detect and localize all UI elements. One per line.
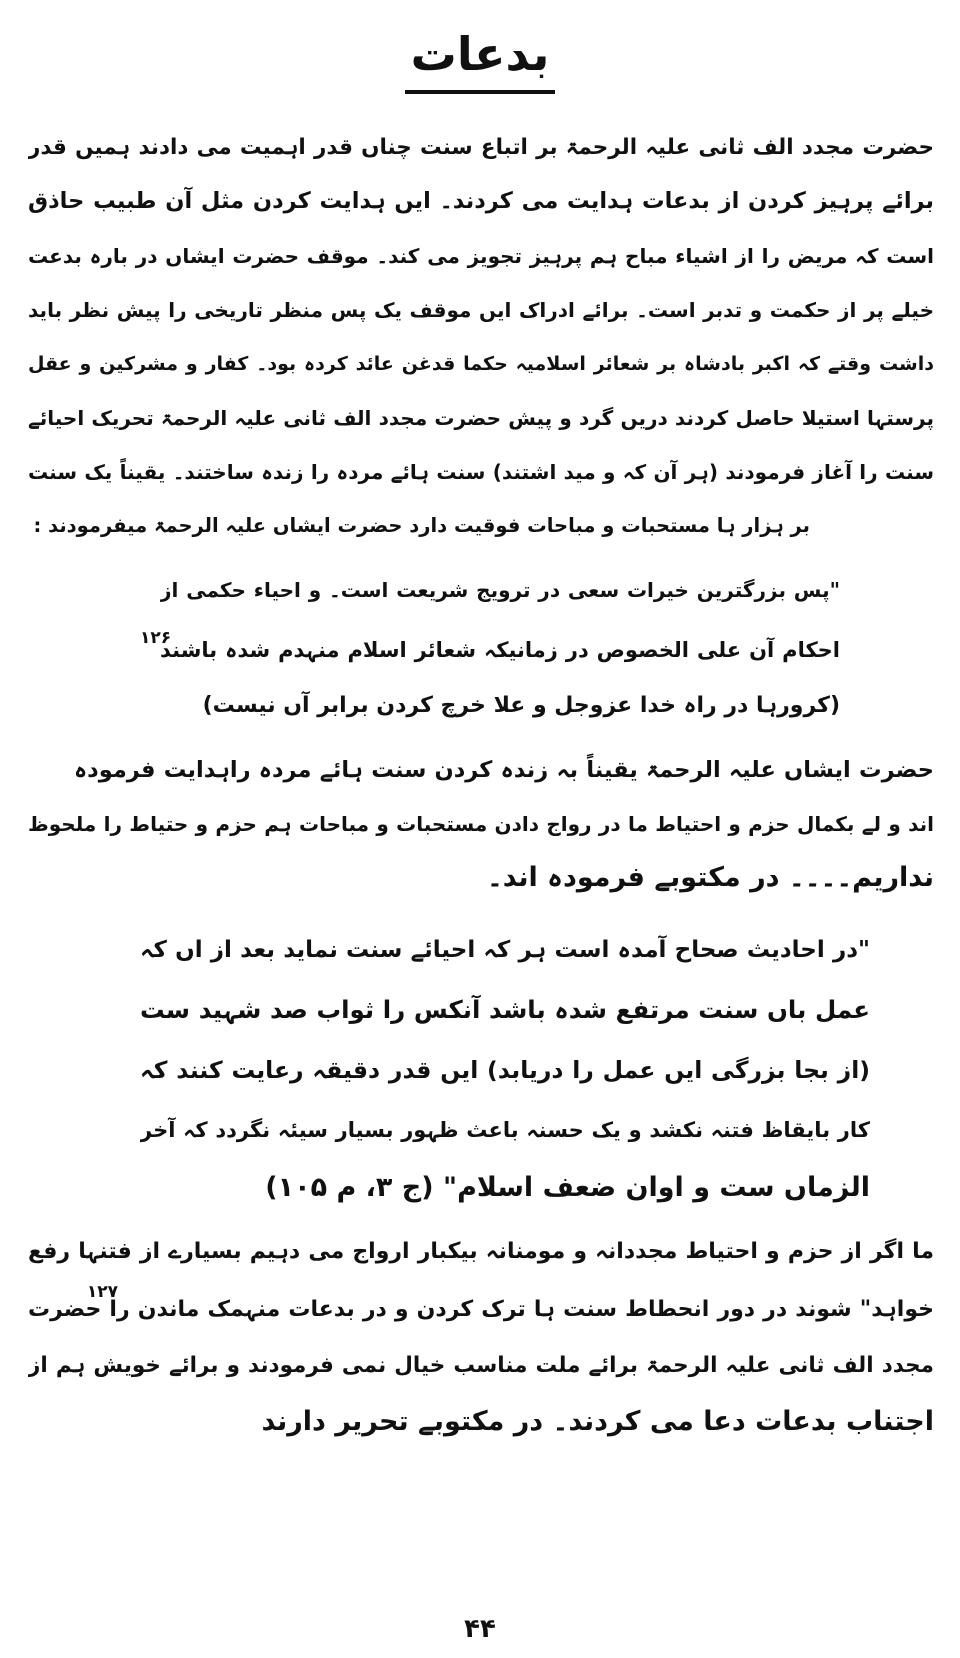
quote2-line-3: (از بجا بزرگی ایں عمل را دریابد) ایں قدر دقیقہ رعایت کنند کہ [140,1056,870,1084]
paragraph1-line-8: بر ہزار ہا مستحبات و مباحات فوقیت دارد حضرت ایشاں علیہ الرحمۃ میفرمودند : [33,514,810,537]
quote2-line-5: الزماں ست و اوان ضعف اسلام" (ج ۳، م ۱۰۵) [265,1172,870,1203]
paragraph1-line-5: داشت وقتے کہ اکبر بادشاہ بر شعائر اسلامیہ حکما قدغن عائد کردہ بود۔ کفار و مشرکین و عقل [28,353,934,375]
paragraph2-line-2: اند و لے بکمال حزم و احتیاط ما در رواج دادن مستحبات و مباحات ہم حزم و حتیاط را ملحوظ [28,812,934,836]
page-title [0,22,960,94]
paragraph2-line-1: حضرت ایشاں علیہ الرحمۃ یقیناً بہ زندہ کردن سنت ہائے مردہ راہدایت فرمودہ [74,757,934,783]
paragraph1-line-1: حضرت مجدد الف ثانی علیہ الرحمۃ بر اتباع سنت چناں قدر اہمیت می دادند ہمیں قدر [28,135,934,160]
paragraph1-line-3: است کہ مریض را از اشیاء مباح ہم پرہیز تجویز می کند۔ موقف حضرت ایشاں در بارہ بدعت [28,244,934,268]
paragraph3-line-3: مجدد الف ثانی علیہ الرحمۃ برائے ملت مناسب خیال نمی فرمودند و برائے خویش ہم از [28,1353,934,1378]
footnote-marker-126: ۱۲۶ [140,628,172,648]
quote2-line-1: "در احادیث صحاح آمدہ است ہر کہ احیائے سنت نماید بعد از اں کہ [140,937,870,963]
title-text: بدعات [405,22,556,94]
paragraph1-line-4: خیلے پر از حکمت و تدبر است۔ برائے ادراک ایں موقف یک پس منظر تاریخی را پیش نظر باید [28,298,934,322]
paragraph3-line-1: ما اگر از حزم و احتیاط مجددانہ و مومنانہ بیکبار ارواج می دہیم بسیارے از فتنہا رفع [28,1239,934,1264]
paragraph1-line-6: پرستہا استیلا حاصل کردند دریں گرد و پیش حضرت مجدد الف ثانی علیہ الرحمۃ تحریک احیائے [28,406,934,430]
paragraph1-line-2: برائے پرہیز کردن از بدعات ہدایت می کردند۔ ایں ہدایت کردن مثل آن طبیب حاذق [28,188,934,214]
paragraph1-line-7: سنت را آغاز فرمودند (ہر آن کہ و مید اشتند) سنت ہائے مردہ را زندہ ساختند۔ یقیناً یک سنت [28,460,934,484]
page-number: ۴۴ [464,1614,496,1644]
quote2-line-4: کار بایقاظ فتنہ نکشد و یک حسنہ باعث ظہور بسیار سیئہ نگردد کہ آخر [140,1118,870,1142]
paragraph3-line-4: اجتناب بدعات دعا می کردند۔ در مکتوبے تحریر دارند [261,1406,934,1437]
quote2-line-2: عمل باں سنت مرتفع شدہ باشد آنکس را ثواب صد شہید ست [140,995,870,1024]
quote1-line-2: احکام آن علی الخصوص در زمانیکہ شعائر اسلام منہدم شدہ باشند [160,638,840,662]
quote1-line-3: (کرورہا در راہ خدا عزوجل و علا خرچ کردن برابر آں نیست) [202,693,840,718]
paragraph3-line-2: خواہد" شوند در دور انحطاط سنت ہا ترک کردن و در بدعات منہمک ماندن را حضرت [28,1297,934,1322]
paragraph2-line-3: نداریم۔۔۔۔ در مکتوبے فرمودہ اند۔ [486,862,934,893]
quote1-line-1: "پس بزرگترین خیرات سعی در ترویج شریعت است۔ و احیاء حکمی از [160,578,840,602]
footnote-marker-127: ۱۲۷ [86,1282,118,1302]
